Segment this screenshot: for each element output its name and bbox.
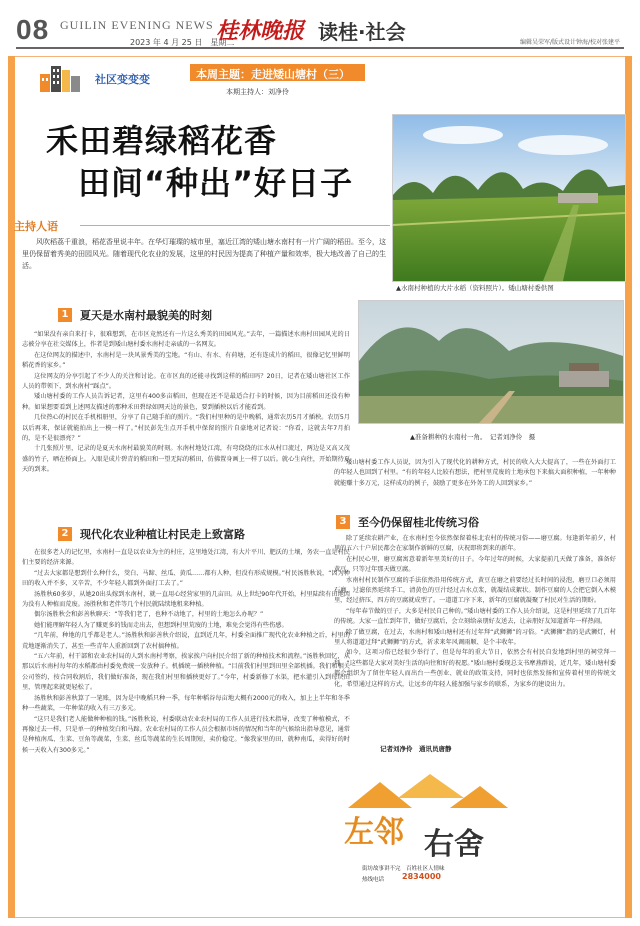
topic-host: 本期主持人：刘净伶 — [226, 88, 289, 96]
section2-continued-body — [334, 458, 616, 489]
buildings-icon — [38, 60, 82, 94]
paragraph: 这位网友的分享引起了不少人的关注和讨论。在市区真的还能寻找到这样的稻田吗？20日，记者在矮山塘社区工作人员的带领下，到水南村“踩点”。 — [22, 372, 350, 391]
paragraph: 矮山塘村委工作人员说，因为引入了现代化的耕种方式，村民的收入大大提高了，一些在外面打工的年轻人也回到了村里。“有的年轻人比较有想法，把村里荒废的土地承包下来搞大面积种植，一年种种就能赚十多万元，这样成功的例子，鼓励了更多在外务工的人回到家乡。” — [334, 459, 616, 487]
paragraph: 十几张照片里，记录的是夏天水南村最貌美的时刻。水南村地处江湾，有弯绕绕的江水从村口流过，两边是又高又茂盛的竹子，晒在桥面上。入眼是成片碧青的稻田和一望无际的稻田，仿佛置身画上一样了以后。就心生向往，开始期待夏天的到来。 — [22, 445, 350, 474]
rice-field-photo — [392, 114, 626, 282]
paragraph: 除了做豆腐，在过去，水南村和矮山塘村还有过年拜“武狮狮”的习俗。“武狮狮”指的是武狮灯，村里人将道道过拜“武狮狮”的方式，祈求来年风调雨顺、是个丰收年。 — [334, 628, 616, 647]
author-byline: 记者刘净伶 通讯员唐静 — [380, 745, 452, 753]
issue-date: 2023 年 4 月 25 日 星期二 — [130, 38, 235, 47]
editor-credits: 编辑吴荣军/版式设计钟海/校对张建平 — [520, 39, 621, 46]
neighborhood-title-left: 左邻 — [344, 815, 404, 850]
section-number: 1 — [58, 308, 72, 322]
section-name: 读桂·社会 — [318, 20, 406, 44]
paragraph: “过去大家都是想到什么种什么，茭白、马蹄、丝瓜、黄瓜……都有人种，但没有形成规模。”村民汤胜秋说，“因为种田的收入并不多，又辛苦，不少年轻人都到外面打工去了。” — [22, 569, 350, 588]
paper-name-english: GUILIN EVENING NEWS — [60, 18, 214, 32]
section-title: 夏天是水南村最貌美的时刻 — [80, 309, 212, 322]
hotline-label: 热线电话 — [362, 877, 385, 883]
lead-rule — [80, 225, 390, 226]
section-number: 2 — [58, 527, 72, 541]
topic-title: 本周主题：走进矮山塘村（三） — [196, 68, 350, 81]
neighborhood-title-right: 右舍 — [424, 827, 484, 862]
paragraph: 在这位网友的描述中，水南村是一块风景秀美的宝地。“有山、有水、有荷塘，还有连成片的稻田，很像记忆里鲜明稻花香的家乡。” — [22, 351, 350, 370]
paragraph: 在很多老人的记忆里，水南村一直是以农业为主的村庄，这里地处江湾，有大片平川、肥沃的土壤，务农一直是村民们主要的经济来源。 — [22, 549, 350, 567]
paper-logo: 桂林晚报 — [216, 18, 305, 44]
page-number: 08 — [16, 14, 50, 45]
paragraph: 她们能理解年轻人为了赚更多的钱而走出去，但想到村里荒废的土地，难免会觉得有些伤感。 — [34, 621, 288, 629]
hotline-number: 2834000 — [402, 872, 441, 881]
paragraph: 矮山塘村委的工作人员告诉记者，这里有400多亩稻田，但现在还不是最适合打卡的时候，因为目前稻田还没有种种。如果想要看到上述网友描述的那种禾田碧绿如网天边的景色，要到插秧以后才能看到。 — [22, 393, 350, 411]
photo1-caption: ▲水南村种植的大片水稻（资料照片）。矮山塘村委供图 — [396, 284, 554, 292]
section-heading-2 — [58, 526, 245, 542]
section-title: 现代化农业种植让村民走上致富路 — [80, 528, 245, 541]
lead-paragraph: 风吹稻荔千重浪，稻花香里说丰年。在华灯璀璨的城市里，塞近江湾的矮山塘水南村有一片广阔的稻田。至今，这里仍保留着秀美的田园风光。随着现代化农业的发展，这里的村民因为提高了种植产量和效率，极大地改善了自己的生活。 — [22, 238, 386, 270]
section-heading-3 — [336, 514, 479, 530]
section-number: 3 — [336, 515, 350, 529]
section-heading-1 — [58, 307, 212, 323]
right-border-strip — [625, 56, 632, 918]
paragraph: 汤胜秋和彭善秋算了一笔账，因为是中晚稻只种一季，每年种稻谷每亩地大概有2000元的收入，加上上半年和冬季种一些蔬菜，一年种菜的收入有三万多元。 — [22, 694, 350, 713]
headline-line-2: 田间“种出”好日子 — [78, 164, 354, 202]
paragraph: “几年前，种地的几乎都是老人。”汤胜秋和彭善秋介绍说，直到近几年，村委全面推广现代化农业种植之后，村里的荒地逐渐消失了，甚至一些青年人重新回到了农村搞种植。 — [22, 632, 350, 650]
section-title: 至今仍保留桂北传统习俗 — [358, 516, 479, 529]
paragraph: “五六年前，村干部和农业农村局的人到水南村考察，挨家挨户向村民介绍了新的种植技术和流程。”汤胜秋回忆，从那以后水南村每年的水稻都由村委免费统一发放种子。机插统一插秧种植。“目前我们村里到田里全部机插。我们和相关公司签约，按合同收割后，我们做好准备，现在我们村里和插秧更好了。”今年，村委新修了水渠，把水灌引入到每块田里，管理起来就更轻松了。 — [22, 653, 350, 692]
header-rule — [16, 47, 624, 49]
paragraph: “这只是我们老人能做种种植的钱。”汤胜秋说，村委联动农业农村局的工作人员进行技术指导，改变了种植模式，不再像过去一样，只是单一的种植茭白和马蹄。农业农村局的工作人员会根据市场的情况和当年的气候给出指导意见，通常是种植南瓜、生菜、豆角等蔬菜，生菜、丝瓜等蔬菜的生长周期短，卖价稳定。“像我家里的田，就种南瓜，卖得好的时候一天收入有300多元。” — [22, 715, 350, 754]
paragraph: 汤胜秋60多岁，从她20出头嫁到水南村，就一直用心经营家里的几亩田。从上世纪90年代开始，村里陆续有田地因为没有人种植而荒废。汤胜秋和老伴等几个村民就陆续地租来种植。 — [22, 590, 350, 609]
paragraph: “如果没有亲自来打卡，很难想到，在市区竟然还有一片这么秀美的田园风光。”去年，一篇描述水南村田园风光的日志被分享在社交媒体上，作者是到矮山塘村委水南村走亲戚的一名网友。 — [22, 331, 350, 349]
left-border-strip — [8, 56, 15, 918]
section3-body — [334, 534, 616, 690]
headline-line-1: 禾田碧绿稻花香 — [46, 122, 278, 160]
paragraph: 除了延续农耕产业，在水南村至今依然保留着桂北农村的传统习俗——磨豆腐。每逢新年前夕，村里的五六十户居民都会在家制作新鲜的豆腐，庆祝即将到来的新年。 — [334, 535, 616, 553]
paragraph: “每年春节做的豆子，大多是村民自己种的。”矮山塘村委的工作人员介绍说，这是村里延续了几百年的传统。大家一直忙到年节，做好豆腐后，会立刻给亲朋好友送去，让亲朋好友知道新年一样热闹。 — [334, 607, 616, 626]
paragraph: 在村民心里，磨豆腐寓意着新年里美好的日子。今年过年的时候，大家提前几天做了准备，准备好黄豆，只等过年那天做豆腐。 — [334, 555, 616, 574]
section2-body — [22, 548, 350, 756]
paragraph: 偶尔汤胜秋会和彭善秋聊天：“等我们老了，也种不动地了，村里的土地怎么办呢？” — [34, 611, 264, 619]
section1-body — [22, 330, 350, 476]
paragraph: 水南村村民制作豆腐的手法依然沿用传统方式，黄豆在磨之前要经过长时间的浸泡，磨豆口必须用石磨，过滤依然延续手工，清黄色的豆汁经过吉水点浆，就凝结成絮状。制作豆腐的人会把它倒入木模里，经过挤压，四方的豆腐就成型了。一道道工序下来，新年的豆腐就凝聚了村民对生活的期盼。 — [334, 576, 616, 605]
lead-label: 主持人语 — [14, 220, 58, 233]
column-name: 社区变变变 — [95, 73, 150, 86]
village-corner-photo — [358, 300, 624, 424]
paragraph: 几位热心的村民在手机相册里，分享了自己随手拍的照片。“我们村里种的是中晚稻，通常农历5月才插秧。农历5月以后再来，保证就能拍出上一模一样了。”村民彭先生点开手机中保留的照片自豪地对记者说：“你看，这就去年7月拍的，是不是很漂亮？” — [22, 414, 350, 443]
paragraph: 如今，这项习俗已经很少举行了，但是每年的重大节日，依然会有村民自发地到村里的祠堂拜一拜。“这些都是大家对美好生活的向往和好的祝愿。”矮山塘村委现总支书摩燕群说，近几年，矮山塘村委都会组织为了留住年轻人而出台一些创业、就业的政策支持，同时也依然发扬和宣传着村里的传统文化，希望通过这样的方式，让远乡的年轻人能加强与家乡的联系，为家乡的建设出力。 — [334, 649, 616, 688]
neighborhood-slogan: 街坊故事讲不完 百姓社区人情味 — [362, 866, 445, 872]
photo2-caption: ▲准备耕种的水南村一角。 记者刘净伶 摄 — [410, 433, 536, 441]
